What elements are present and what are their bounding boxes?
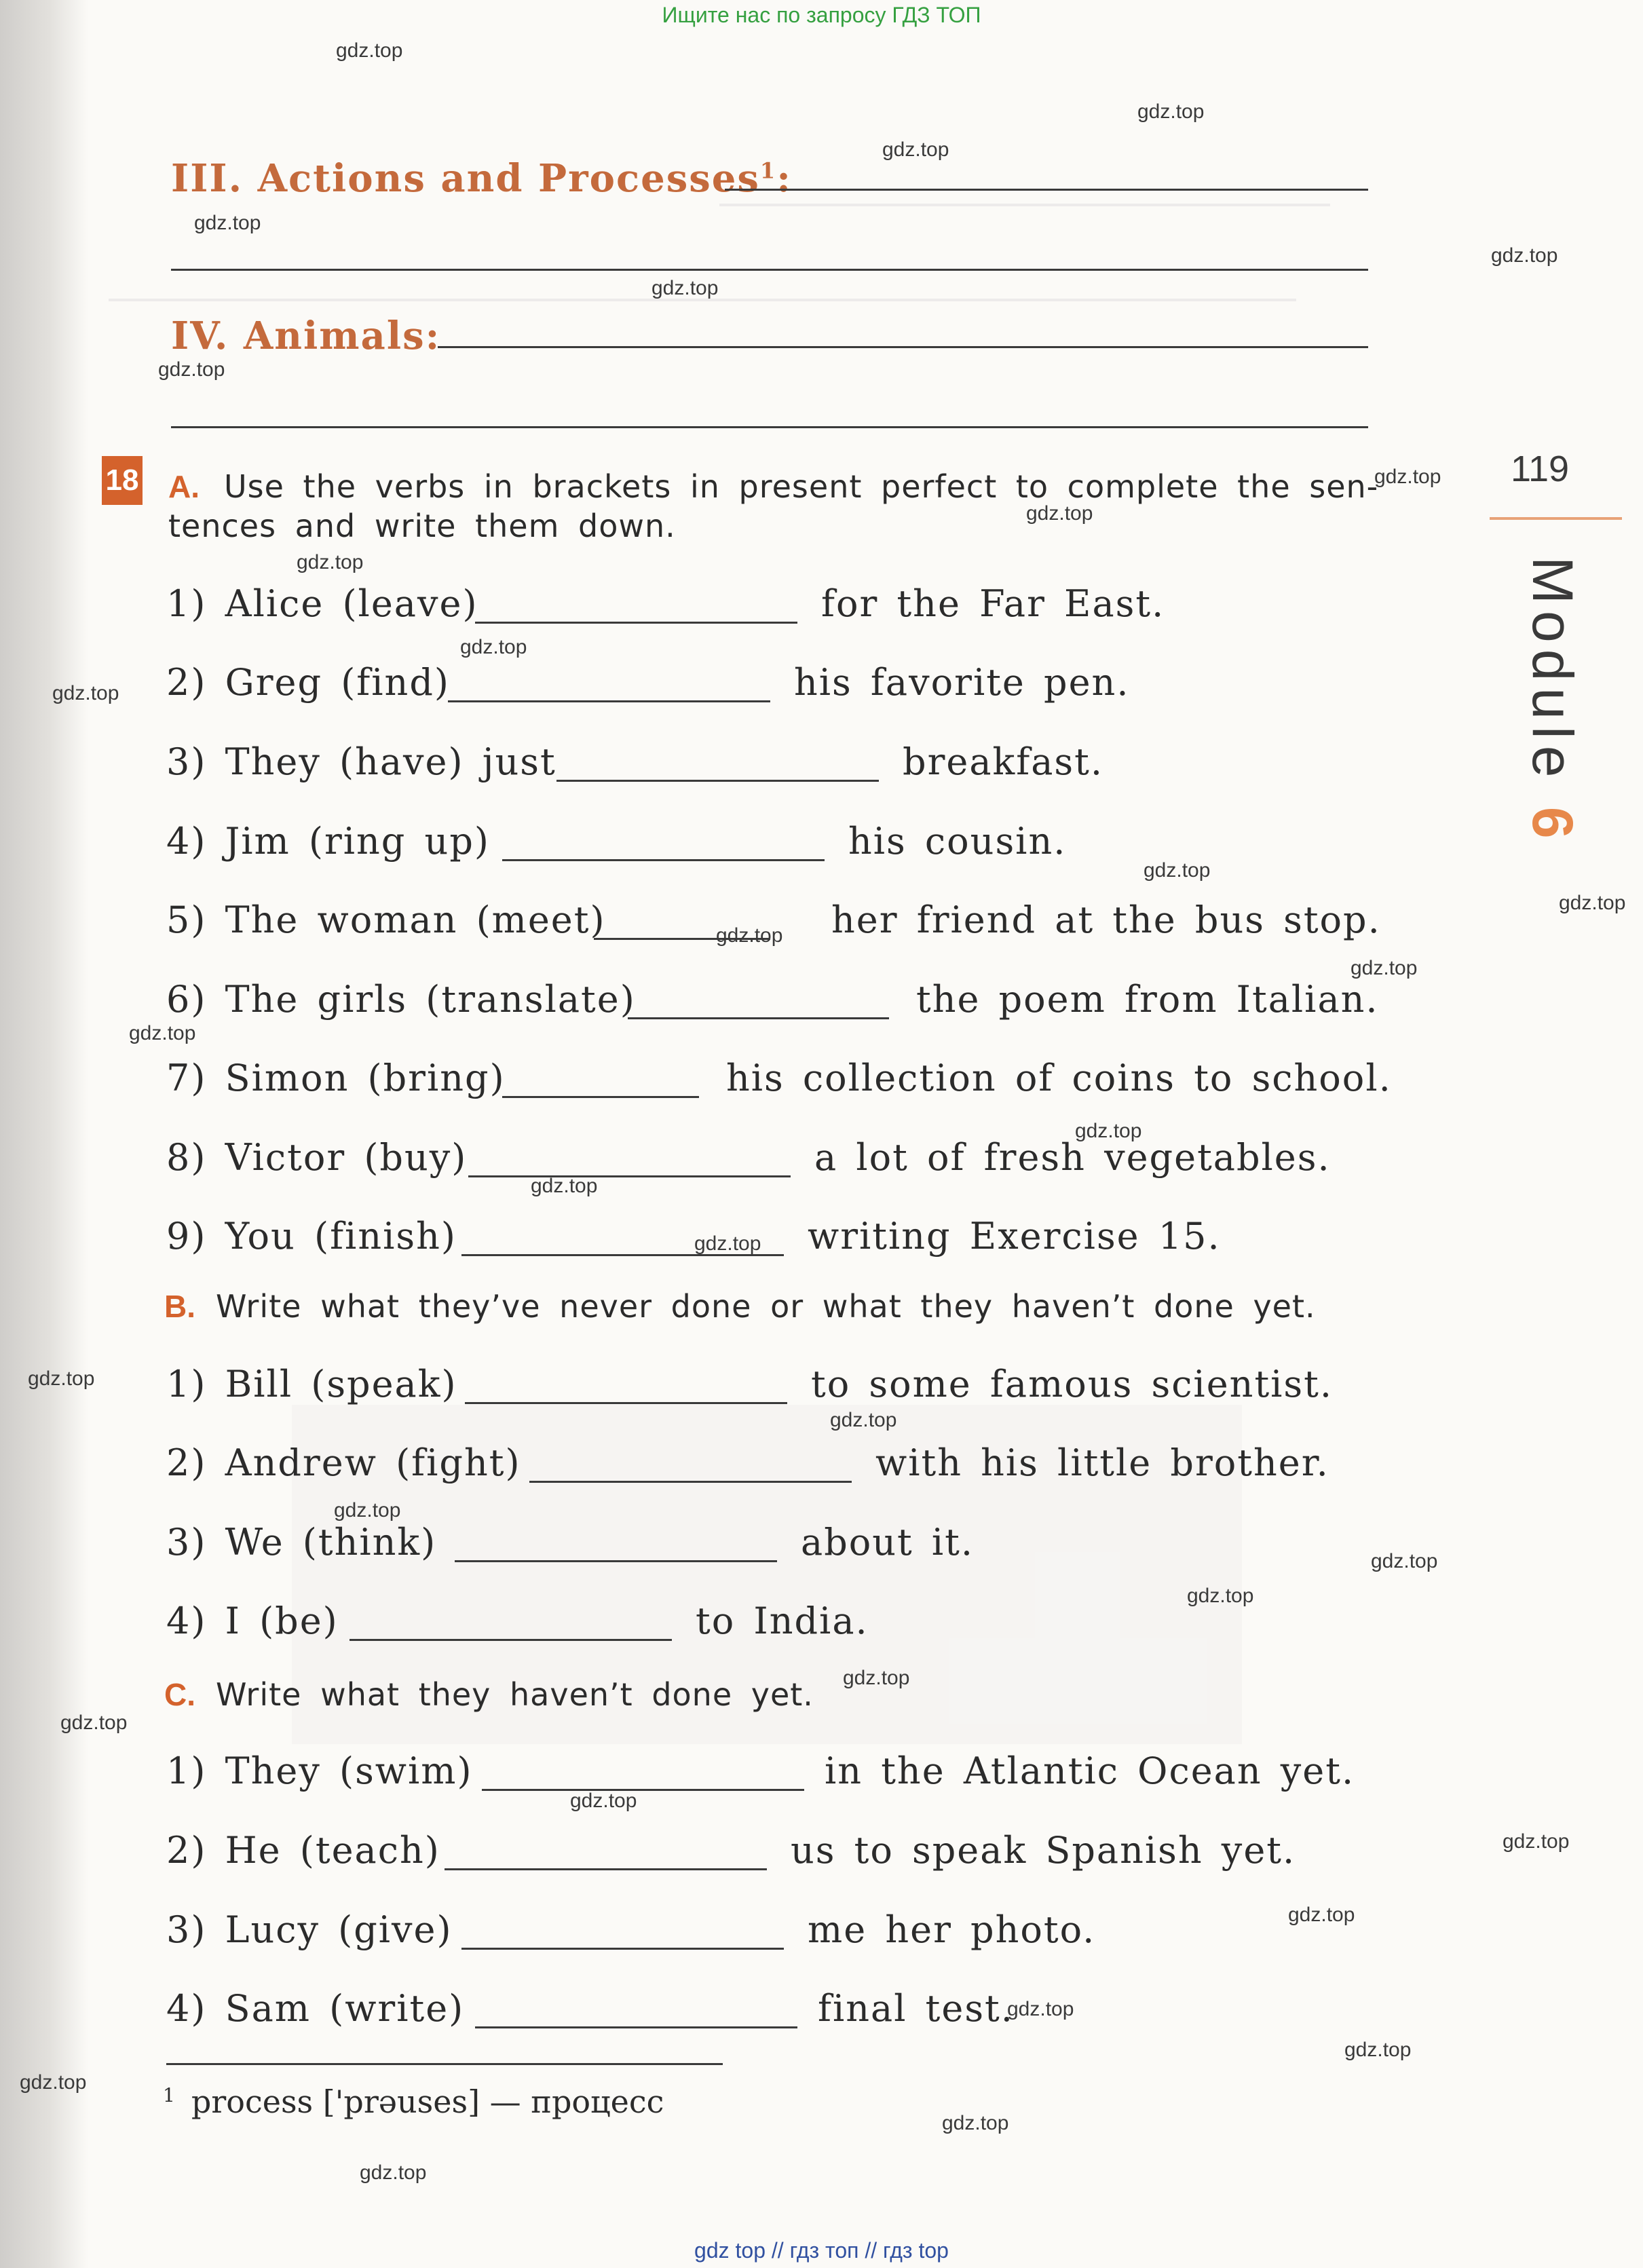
watermark: gdz.top	[336, 39, 403, 62]
watermark: gdz.top	[1491, 244, 1558, 267]
answer-blank[interactable]	[628, 1017, 889, 1019]
watermark: gdz.top	[360, 2161, 427, 2184]
section-title-animals: IV. Animals:	[171, 314, 441, 358]
watermark: gdz.top	[1075, 1120, 1142, 1142]
watermark: gdz.top	[882, 138, 949, 161]
watermark: gdz.top	[830, 1409, 897, 1431]
top-banner[interactable]: Ищите нас по запросу ГДЗ ТОП	[662, 3, 981, 27]
watermark: gdz.top	[570, 1790, 637, 1812]
bottom-banner[interactable]: gdz top // гдз топ // гдз top	[694, 2238, 949, 2263]
part-a-letter: A.	[168, 469, 200, 504]
watermark: gdz.top	[716, 924, 783, 947]
watermark: gdz.top	[60, 1712, 128, 1734]
watermark: gdz.top	[843, 1667, 910, 1689]
answer-blank[interactable]	[468, 1175, 791, 1177]
book-binding-shadow	[0, 0, 88, 2268]
watermark: gdz.top	[1288, 1904, 1355, 1926]
watermark: gdz.top	[334, 1499, 401, 1522]
part-a-instruction-cont: tences and write them down.	[168, 508, 676, 544]
answer-blank[interactable]	[502, 1096, 699, 1098]
part-c-letter: C.	[164, 1677, 195, 1712]
answer-blank[interactable]	[502, 859, 825, 861]
answer-blank[interactable]	[475, 622, 797, 624]
watermark: gdz.top	[297, 551, 364, 573]
part-c-instruction: Write what they haven’t done yet.	[216, 1676, 814, 1713]
watermark: gdz.top	[694, 1232, 761, 1255]
footnote: $^1$ process ['prəuses] — процесс	[163, 2083, 664, 2120]
bleed-through-decoration	[719, 204, 1330, 210]
answer-blank[interactable]	[556, 780, 879, 782]
part-b-letter: B.	[164, 1289, 195, 1324]
footnote-divider	[166, 2063, 723, 2065]
module-tab	[1513, 556, 1595, 869]
answer-line	[438, 346, 1368, 348]
answer-blank[interactable]	[448, 700, 770, 702]
answer-blank[interactable]	[461, 1948, 784, 1950]
page-number-divider	[1490, 517, 1622, 520]
module-number: 6	[1521, 806, 1585, 846]
watermark: gdz.top	[460, 636, 527, 658]
watermark: gdz.top	[1351, 957, 1418, 979]
watermark: gdz.top	[1559, 892, 1626, 914]
answer-blank[interactable]	[455, 1560, 777, 1562]
module-word: Module	[1521, 556, 1585, 785]
watermark: gdz.top	[1344, 2039, 1412, 2061]
exercise-number-badge: 18	[102, 456, 143, 505]
page-number: 119	[1511, 449, 1570, 489]
watermark: gdz.top	[1137, 100, 1205, 123]
watermark: gdz.top	[52, 682, 119, 704]
answer-blank[interactable]	[465, 1402, 787, 1404]
answer-line	[725, 189, 1368, 191]
watermark: gdz.top	[651, 277, 719, 299]
watermark: gdz.top	[28, 1367, 95, 1390]
answer-blank[interactable]	[475, 2026, 797, 2028]
answer-blank[interactable]	[482, 1789, 804, 1791]
watermark: gdz.top	[194, 212, 261, 234]
watermark: gdz.top	[1374, 466, 1441, 488]
answer-blank[interactable]	[445, 1868, 767, 1870]
watermark: gdz.top	[531, 1175, 598, 1197]
watermark: gdz.top	[1026, 502, 1093, 525]
watermark: gdz.top	[20, 2071, 87, 2094]
answer-line	[171, 426, 1368, 428]
part-b-instruction: Write what they’ve never done or what they haven’t done yet.	[216, 1288, 1316, 1325]
watermark: gdz.top	[129, 1022, 196, 1044]
watermark: gdz.top	[1371, 1550, 1438, 1572]
watermark: gdz.top	[1503, 1830, 1570, 1853]
answer-blank[interactable]	[350, 1639, 672, 1641]
part-a-instruction: Use the verbs in brackets in present perfect to complete the sen-	[224, 468, 1379, 505]
answer-blank[interactable]	[529, 1481, 852, 1483]
watermark: gdz.top	[1187, 1585, 1254, 1607]
watermark: gdz.top	[942, 2112, 1009, 2134]
section-title-actions: III. Actions and Processes$^1$:	[171, 156, 792, 201]
watermark: gdz.top	[1007, 1998, 1074, 2020]
answer-line	[171, 269, 1368, 271]
watermark: gdz.top	[158, 358, 225, 381]
watermark: gdz.top	[1144, 859, 1211, 882]
